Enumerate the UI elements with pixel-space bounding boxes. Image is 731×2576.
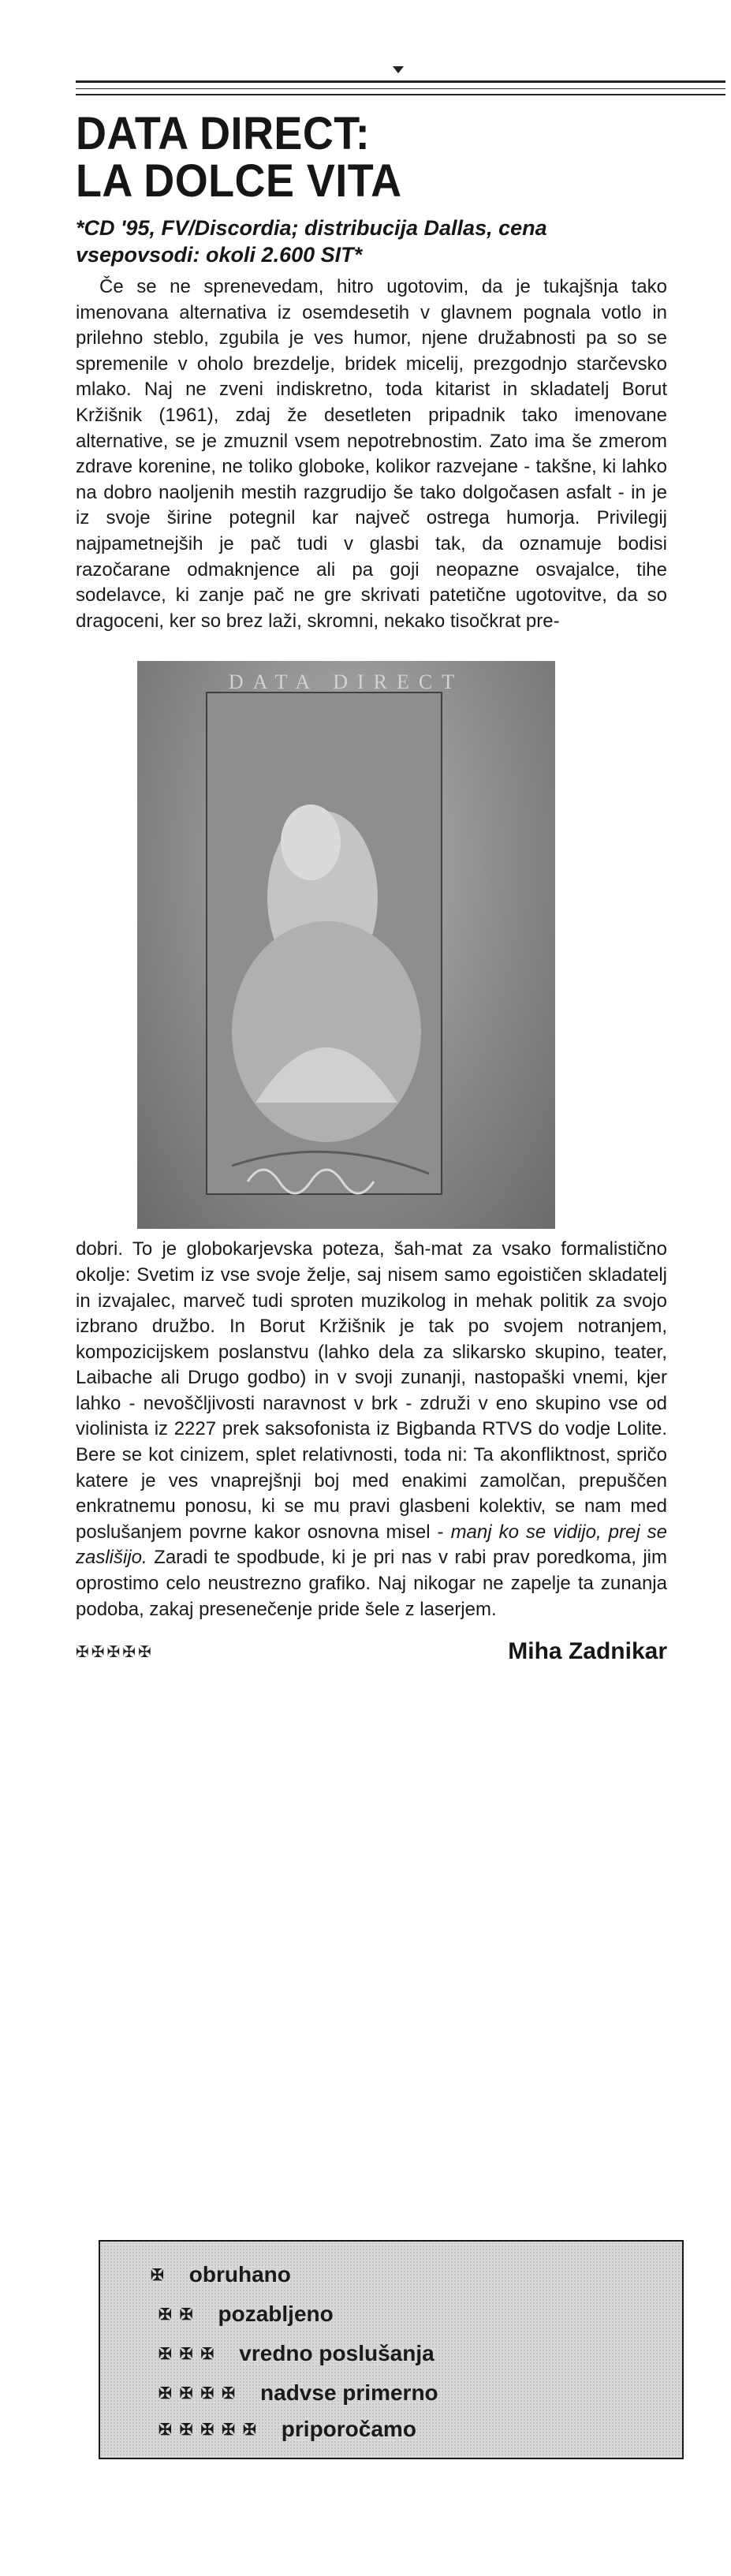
top-rule-bottom [76,94,725,95]
album-cover-band-name: DATA DIRECT [228,670,464,694]
author-name: Miha Zadnikar [508,1638,667,1665]
legend-stars-icon: ✠✠ [159,2305,201,2324]
album-cover-illustration [137,661,555,1229]
album-review-article [76,110,667,1665]
review-paragraph-2-part-a: dobri. To je globokarjevska poteza, šah-mat za vsako formalistično okolje: Svetim iz vse svoje želje, saj nisem samo egoističen skladatelj in izvajalec, marveč tudi sproten muzikolog in mehak politik za svojo izbrano družbo. In Borut Kržišnik je tak po svojem notranjem, kompozicijskem poslanstvu (lahko dela za slikarsko skupino, teater, Laibache ali Drugo godbo) in v svoji zunanji, nastopaški vnemi, kjer lahko - nevoščljivosti naravnost v brk - združi v eno skupino vse od violinista iz 2227 prek saksofonista iz Bigbanda RTVS do vodje Lolite. Bere se kot cinizem, splet relativnosti, toda ni: Ta akonfliktnost, spričo katere je ves vnaprejšnji boj med enakimi zamolčan, prepuščen enkratnemu ponosu, ki se mu pravi glasbeni kolektiv, se nam med poslušanjem povrne kakor osnovna misel - [76,1238,667,1543]
legend-stars-icon: ✠✠✠✠✠ [159,2421,264,2439]
legend-stars-icon: ✠✠✠✠ [159,2384,244,2402]
legend-item [159,2302,334,2327]
review-paragraph-2-emphasis: manj ko se vidijo, prej se zaslišijo. [76,1521,668,1569]
rating-legend-box [99,2240,684,2459]
review-paragraph-2-part-b: Zaradi te spodbude, ki je pri nas v rabi prav poredkoma, jim oprostimo celo neustrezno grafiko. Naj nikogar ne zapelje ta zunanja podoba, zakaj presenečenje pride šele z laserjem. [76,1547,667,1620]
rating-row [76,1638,667,1665]
legend-label: pozabljeno [218,2302,334,2326]
top-marker-icon [393,66,404,73]
review-paragraph-2 [76,1237,667,1622]
legend-label: nadvse primerno [260,2380,438,2405]
rating-stars-icon: ✠✠✠✠✠ [76,1643,154,1661]
legend-stars-icon: ✠✠✠ [159,2345,222,2363]
album-info-subtitle: *CD '95, FV/Discordia; distribucija Dallas, cena vsepovsodi: okoli 2.600 SIT* [76,216,547,267]
legend-item [151,2262,291,2287]
legend-stars-icon: ✠ [151,2266,172,2284]
article-headline [76,110,626,205]
top-rule-thin [76,88,725,89]
top-rule [76,80,725,83]
legend-item [159,2417,416,2442]
legend-item [159,2380,438,2406]
album-cover-image [137,661,555,1229]
legend-item [159,2341,434,2366]
legend-label: priporočamo [281,2417,416,2441]
headline-line-2: LA DOLCE VITA [76,155,402,207]
legend-label: vredno poslušanja [239,2341,434,2365]
headline-line-1: DATA DIRECT: [76,108,371,159]
review-paragraph-1: Če se ne sprenevedam, hitro ugotovim, da je tukajšnja tako imenovana alternativa iz osemdesetih v glavnem pognala votlo in prilehno steblo, zgubila je ves humor, njene družabnosti pa so se spremenile v oholo brezdelje, bridek micelij, prezgodnjo starčevsko mlako. Naj ne zveni indiskretno, toda kitarist in skladatelj Borut Kržišnik (1961), zdaj že desetleten pripadnik tako imenovane alternative, se je zmuznil vsem nepotrebnostim. Zato ima še zmerom zdrave korenine, ne toliko globoke, kolikor razvejane - takšne, ki lahko na dobro naoljenih mestih razgrudijo še tako dolgočasen asfalt - in je iz svoje širine potegnil kar največ ostrega humorja. Privilegij najpametnejših je pač tudi v glasbi tak, da oznamuje bodisi razočarane odmaknjence ali pa goji neopazne osvajalce, tihe sodelavce, ki zanje pač ne gre skrivati patetične ugotovitve, da so dragoceni, ker so brez laži, skromni, nekako tisočkrat pre- [76,276,667,632]
legend-label: obruhano [188,2262,291,2287]
